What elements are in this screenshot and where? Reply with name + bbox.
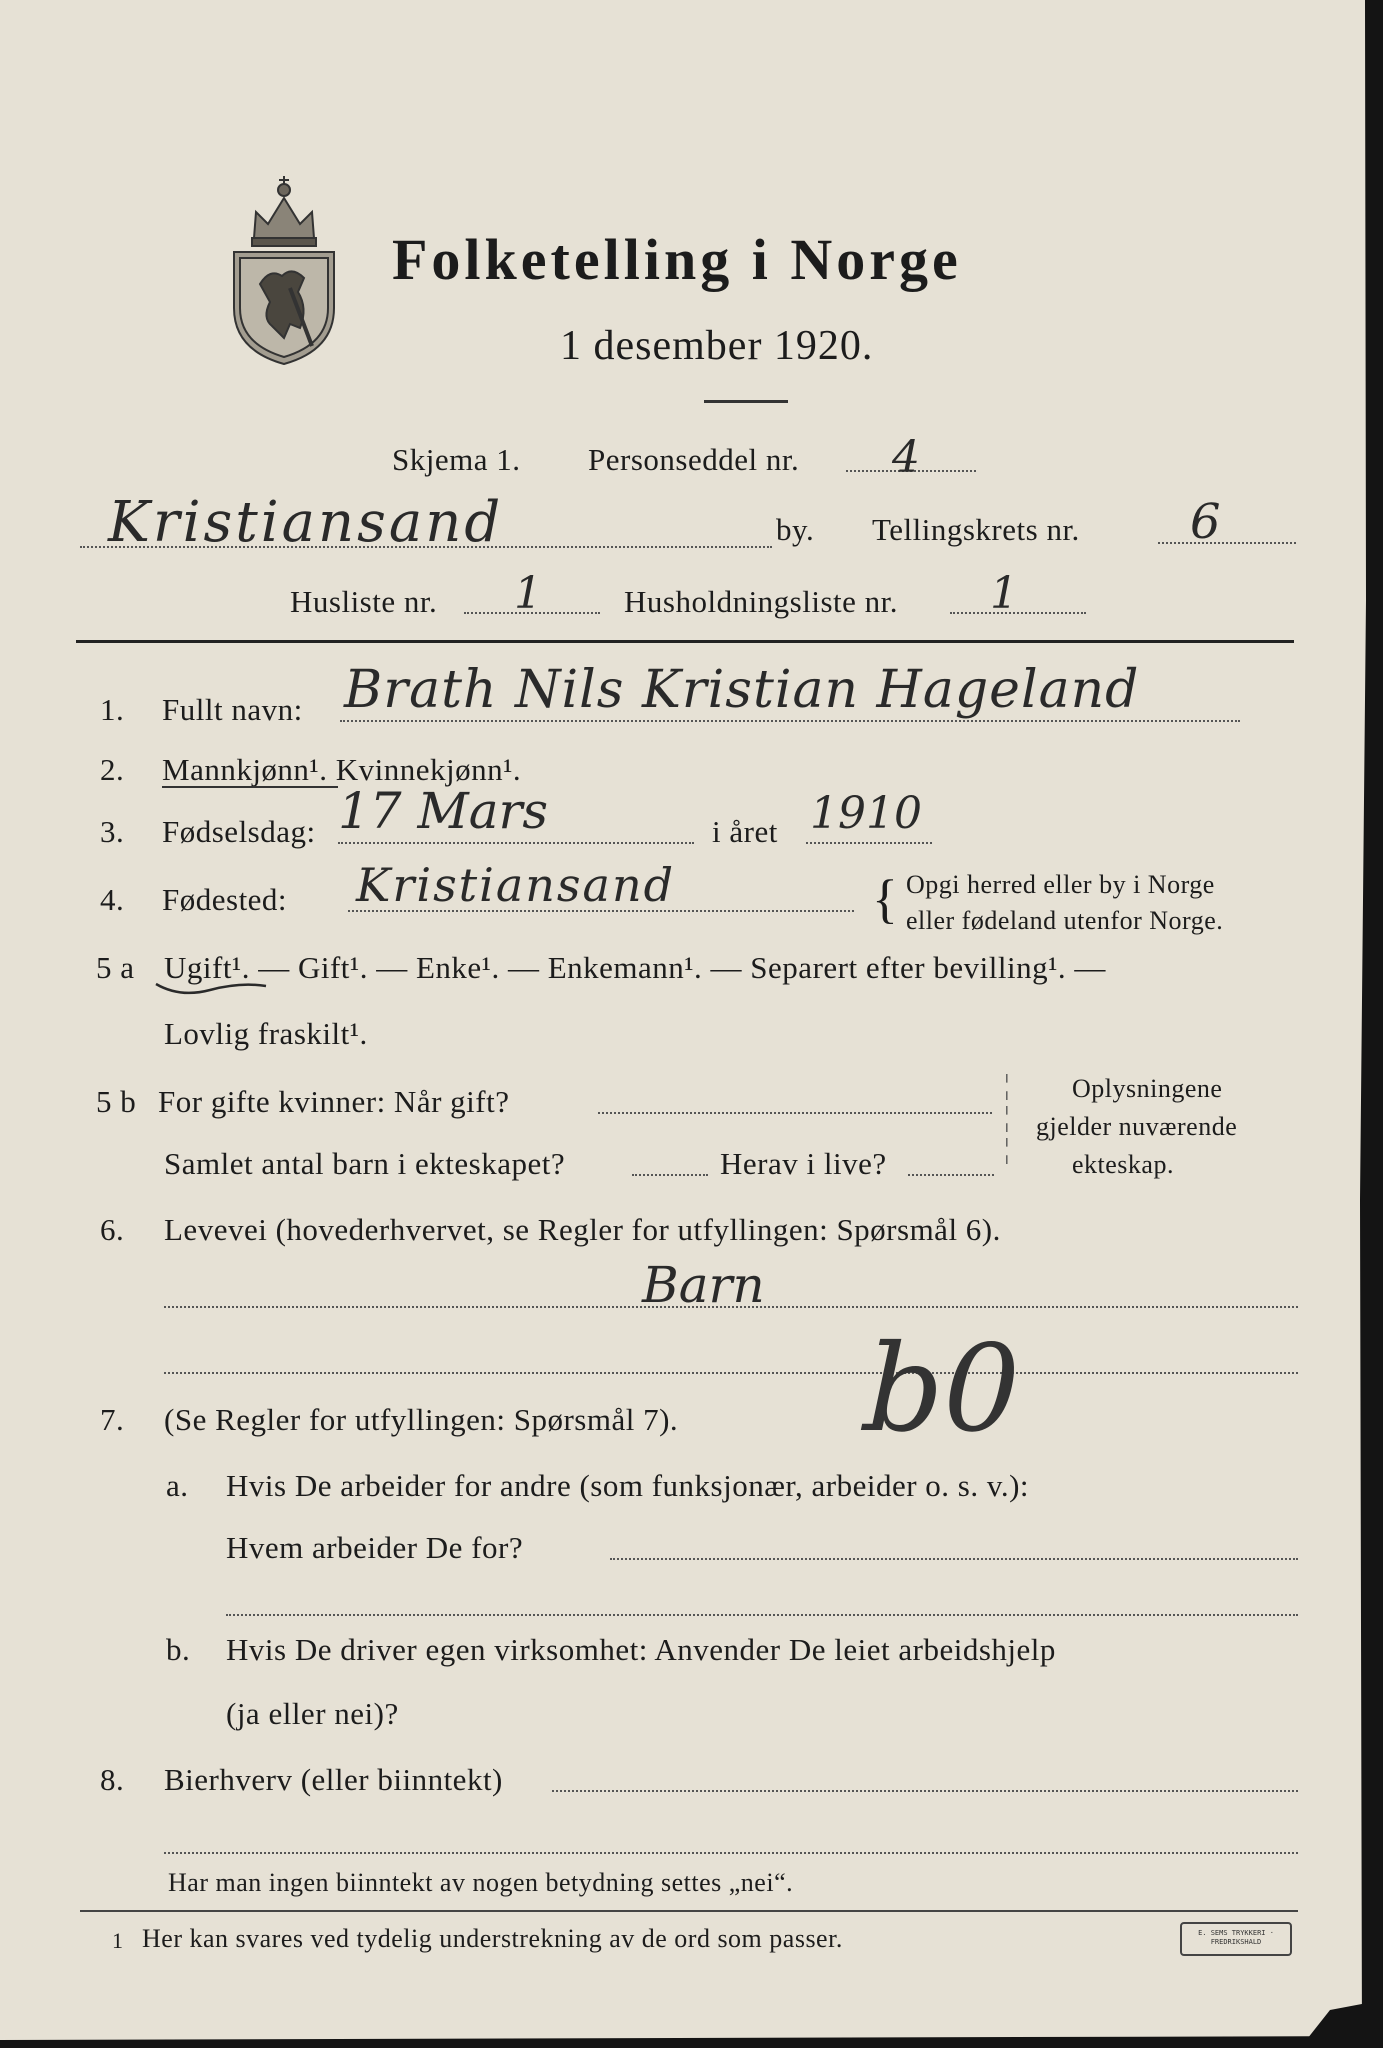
q5a-number: 5 a — [96, 950, 135, 985]
examiner-mark: b0 — [851, 1320, 1034, 1459]
q4-birthplace-value: Kristiansand — [356, 858, 676, 912]
q3-year-label: i året — [712, 814, 778, 849]
q4-number: 4. — [100, 882, 125, 917]
q3-number: 3. — [100, 814, 125, 849]
q5b-note-line2: gjelder nuværende — [1036, 1112, 1238, 1141]
q5b-children-label: Samlet antal barn i ekteskapet? — [164, 1146, 566, 1181]
q3-label: Fødselsdag: — [162, 814, 316, 849]
q4-field-line — [348, 910, 854, 912]
q5b-when-married-label: For gifte kvinner: Når gift? — [158, 1084, 510, 1119]
q6-label: Levevei (hovederhvervet, se Regler for utfyllingen: Spørsmål 6). — [164, 1212, 1001, 1247]
q8-number: 8. — [100, 1762, 125, 1797]
q5b-note-line1: Oplysningene — [1072, 1074, 1223, 1103]
q4-note-line2: eller fødeland utenfor Norge. — [906, 906, 1224, 935]
skjema-label: Skjema 1. — [392, 442, 521, 477]
q3-birthdate-value: 17 Mars — [338, 782, 549, 840]
husholdningsliste-value: 1 — [990, 568, 1018, 619]
page-title: Folketelling i Norge — [392, 227, 962, 292]
footnote-text: Her kan svares ved tydelig understrekning av de ord som passer. — [142, 1924, 843, 1953]
q7a-field-line-1 — [610, 1558, 1298, 1560]
q5b-when-married-field-line — [598, 1112, 992, 1114]
tellingskrets-value: 6 — [1190, 494, 1221, 550]
q2-number: 2. — [100, 752, 125, 787]
q5b-brace: ¦ ¦ ¦ — [1004, 1070, 1011, 1165]
title-divider — [704, 400, 788, 403]
q2-gender-options: Mannkjønn¹. Kvinnekjønn¹. — [162, 752, 522, 787]
q7a-line2: Hvem arbeider De for? — [226, 1530, 524, 1565]
q6-number: 6. — [100, 1212, 125, 1247]
census-date: 1 desember 1920. — [560, 323, 874, 369]
tellingskrets-label: Tellingskrets nr. — [872, 512, 1080, 547]
q4-label: Fødested: — [162, 882, 288, 917]
city-field-line — [80, 546, 772, 548]
q5b-children-field-line — [632, 1174, 708, 1176]
city-value: Kristiansand — [108, 490, 504, 555]
q5b-note-line3: ekteskap. — [1072, 1150, 1174, 1179]
husholdningsliste-label: Husholdningsliste nr. — [624, 584, 899, 619]
printer-stamp — [1180, 1922, 1292, 1956]
q5b-number: 5 b — [96, 1084, 137, 1119]
by-label: by. — [776, 512, 815, 547]
q8-field-line-2 — [164, 1852, 1298, 1854]
q1-full-name-value: Brath Nils Kristian Hageland — [344, 660, 1140, 720]
q5b-alive-label: Herav i live? — [720, 1146, 887, 1181]
personseddel-label: Personseddel nr. — [588, 442, 800, 477]
husholdningsliste-field-line — [950, 612, 1086, 614]
q4-note-line1: Opgi herred eller by i Norge — [906, 870, 1215, 899]
personseddel-value: 4 — [892, 432, 920, 483]
q3-year-field-line — [806, 842, 932, 844]
footnote-mark: 1 — [112, 1928, 124, 1953]
q7-label: (Se Regler for utfyllingen: Spørsmål 7). — [164, 1402, 679, 1437]
q7b-line2: (ja eller nei)? — [226, 1696, 399, 1731]
q7a-field-line-2 — [226, 1614, 1298, 1616]
q3-year-value: 1910 — [810, 788, 922, 839]
q1-number: 1. — [100, 692, 125, 727]
q7b-line1: Hvis De driver egen virksomhet: Anvender De leiet arbeidshjelp — [226, 1632, 1056, 1667]
q7b-letter: b. — [166, 1632, 191, 1667]
q5a-marital-options-cont: Lovlig fraskilt¹. — [164, 1016, 368, 1051]
q8-field-line-1 — [552, 1790, 1298, 1792]
q2-mannkjonn-underline — [162, 786, 338, 788]
q5b-alive-field-line — [908, 1174, 994, 1176]
q7a-letter: a. — [166, 1468, 189, 1503]
q8-note: Har man ingen biinntekt av nogen betydning settes „nei“. — [168, 1868, 794, 1897]
tellingskrets-field-line — [1158, 542, 1296, 544]
q8-label: Bierhverv (eller biinntekt) — [164, 1762, 503, 1797]
q1-label: Fullt navn: — [162, 692, 303, 727]
husliste-label: Husliste nr. — [290, 584, 438, 619]
q7a-line1: Hvis De arbeider for andre (som funksjonær, arbeider o. s. v.): — [226, 1468, 1030, 1503]
q6-field-line-1 — [164, 1306, 1298, 1308]
q1-field-line — [340, 720, 1240, 722]
header-divider — [76, 640, 1294, 643]
q4-brace: { — [872, 869, 899, 929]
q7-number: 7. — [100, 1402, 125, 1437]
footnote-divider — [80, 1910, 1298, 1912]
husliste-value: 1 — [514, 568, 542, 619]
q6-occupation-value: Barn — [642, 1256, 765, 1314]
norwegian-coat-of-arms-icon — [226, 168, 342, 368]
q5a-ugift-underline — [150, 976, 270, 1000]
q6-field-line-2 — [164, 1372, 1298, 1374]
q5a-marital-options: Ugift¹. — Gift¹. — Enke¹. — Enkemann¹. — Separert efter bevilling¹. — — [164, 950, 1106, 985]
printer-stamp-text: E. SEMS TRYKKERI · FREDRIKSHALD — [1198, 1929, 1274, 1946]
q3-field-line — [338, 842, 694, 844]
